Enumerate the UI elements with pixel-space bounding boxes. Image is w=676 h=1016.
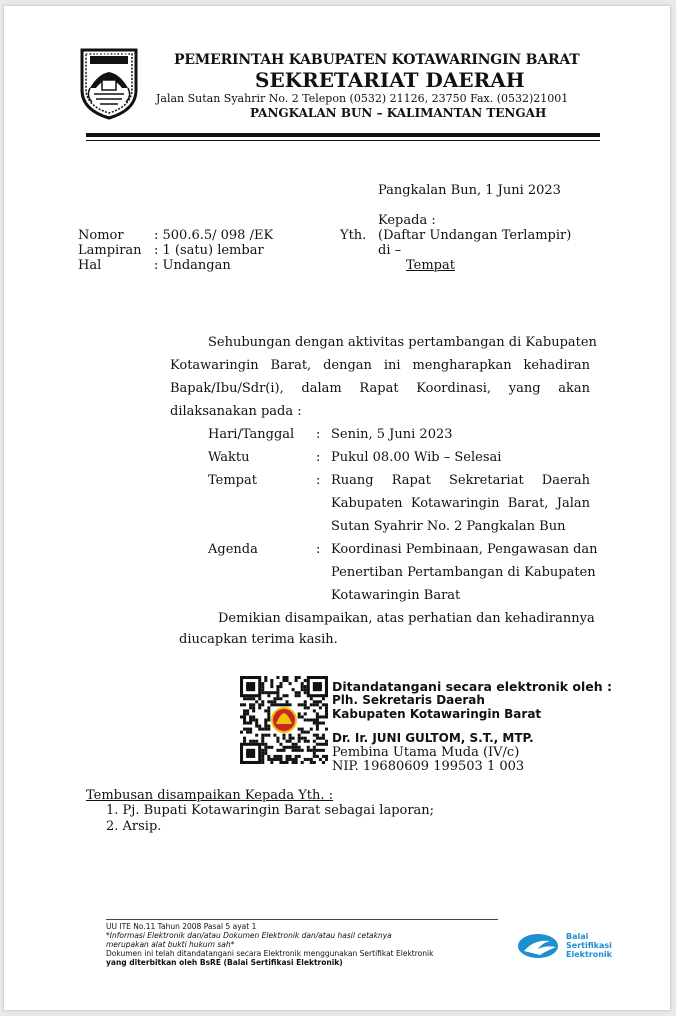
detail-tempat-label: Tempat bbox=[208, 473, 257, 488]
footer-line-4: Dokumen ini telah ditandatangani secara Elektronik menggunakan Sertifikat Elektronik bbox=[106, 949, 434, 958]
letter-date: Pangkalan Bun, 1 Juni 2023 bbox=[378, 183, 561, 198]
footer-line-1: UU ITE No.11 Tahun 2008 Pasal 5 ayat 1 bbox=[106, 922, 257, 931]
footer-line-3: merupakan alat bukti hukum sah* bbox=[106, 940, 235, 949]
recipient-kepada: Kepada : bbox=[378, 213, 436, 228]
bsre-logo-line-2: Sertifikasi bbox=[566, 941, 612, 950]
signature-name: Dr. Ir. JUNI GULTOM, S.T., MTP. bbox=[332, 731, 534, 745]
letter-page bbox=[4, 6, 670, 1010]
signature-line-2: Plh. Sekretaris Daerah bbox=[332, 693, 485, 707]
detail-agenda-label: Agenda bbox=[208, 542, 258, 557]
detail-waktu-label: Waktu bbox=[208, 450, 250, 465]
header-thin-rule bbox=[86, 140, 600, 141]
body-line-3: Bapak/Ibu/Sdr(i), dalam Rapat Koordinasi, yang akan bbox=[170, 381, 590, 396]
detail-hari-value: Senin, 5 Juni 2023 bbox=[331, 427, 453, 442]
emblem-text: KOTAWARINGIN BARAT bbox=[86, 52, 132, 57]
footer-line-2: *Informasi Elektronik dan/atau Dokumen Elektronik dan/atau hasil cetaknya bbox=[106, 931, 392, 940]
detail-tempat-line-3: Sutan Syahrir No. 2 Pangkalan Bun bbox=[331, 519, 566, 534]
signature-line-3: Kabupaten Kotawaringin Barat bbox=[332, 707, 542, 721]
footer-rule bbox=[106, 919, 498, 920]
signature-rank: Pembina Utama Muda (IV/c) bbox=[332, 745, 520, 760]
detail-tempat-line-2: Kabupaten Kotawaringin Barat, Jalan bbox=[331, 496, 590, 511]
tembusan-item-2: 2. Arsip. bbox=[106, 819, 162, 834]
meta-value-nomor: : 500.6.5/ 098 /EK bbox=[154, 228, 274, 243]
detail-waktu-colon: : bbox=[316, 450, 321, 465]
meta-label-hal: Hal bbox=[78, 258, 102, 273]
body-line-4: dilaksanakan pada : bbox=[170, 404, 302, 419]
detail-agenda-line-2: Penertiban Pertambangan di Kabupaten bbox=[331, 565, 596, 580]
letterhead-city: PANGKALAN BUN – KALIMANTAN TENGAH bbox=[250, 106, 547, 120]
bsre-logo-line-1: Balai bbox=[566, 932, 589, 941]
header-thick-rule bbox=[86, 133, 600, 137]
meta-value-lampiran: : 1 (satu) lembar bbox=[154, 243, 264, 258]
recipient-name: (Daftar Undangan Terlampir) bbox=[378, 228, 572, 243]
detail-tempat-colon: : bbox=[316, 473, 321, 488]
detail-agenda-line-3: Kotawaringin Barat bbox=[331, 588, 461, 603]
recipient-tempat: Tempat bbox=[406, 258, 455, 273]
recipient-di: di – bbox=[378, 243, 402, 258]
footer-line-5: yang diterbitkan oleh BsRE (Balai Sertifikasi Elektronik) bbox=[106, 958, 343, 967]
detail-hari-label: Hari/Tanggal bbox=[208, 427, 295, 442]
letterhead-government: PEMERINTAH KABUPATEN KOTAWARINGIN BARAT bbox=[174, 52, 580, 68]
signature-nip: NIP. 19680609 199503 1 003 bbox=[332, 759, 525, 774]
detail-agenda-line-1: Koordinasi Pembinaan, Pengawasan dan bbox=[331, 542, 598, 557]
tembusan-item-1: 1. Pj. Bupati Kotawaringin Barat sebagai laporan; bbox=[106, 803, 435, 818]
detail-hari-colon: : bbox=[316, 427, 321, 442]
qr-code-icon bbox=[240, 676, 328, 764]
detail-waktu-value: Pukul 08.00 Wib – Selesai bbox=[331, 450, 502, 465]
meta-label-nomor: Nomor bbox=[78, 228, 124, 243]
meta-value-hal: : Undangan bbox=[154, 258, 231, 273]
bsre-logo-line-3: Elektronik bbox=[566, 950, 612, 959]
letterhead-address: Jalan Sutan Syahrir No. 2 Telepon (0532) 21126, 23750 Fax. (0532)21001 bbox=[156, 92, 569, 105]
signature-line-1: Ditandatangani secara elektronik oleh : bbox=[332, 679, 613, 694]
letterhead-secretariat: SEKRETARIAT DAERAH bbox=[255, 68, 525, 92]
tembusan-title: Tembusan disampaikan Kepada Yth. : bbox=[86, 788, 334, 803]
body-line-2: Kotawaringin Barat, dengan ini mengharapkan kehadiran bbox=[170, 358, 590, 373]
recipient-yth: Yth. bbox=[340, 228, 367, 243]
detail-tempat-line-1: Ruang Rapat Sekretariat Daerah bbox=[331, 473, 590, 488]
detail-agenda-colon: : bbox=[316, 542, 321, 557]
closing-line-1: Demikian disampaikan, atas perhatian dan kehadirannya bbox=[218, 611, 595, 626]
bsre-logo-icon bbox=[516, 931, 564, 961]
closing-line-2: diucapkan terima kasih. bbox=[179, 632, 338, 647]
body-line-1: Sehubungan dengan aktivitas pertambangan di Kabupaten bbox=[208, 335, 597, 350]
meta-label-lampiran: Lampiran bbox=[78, 243, 142, 258]
